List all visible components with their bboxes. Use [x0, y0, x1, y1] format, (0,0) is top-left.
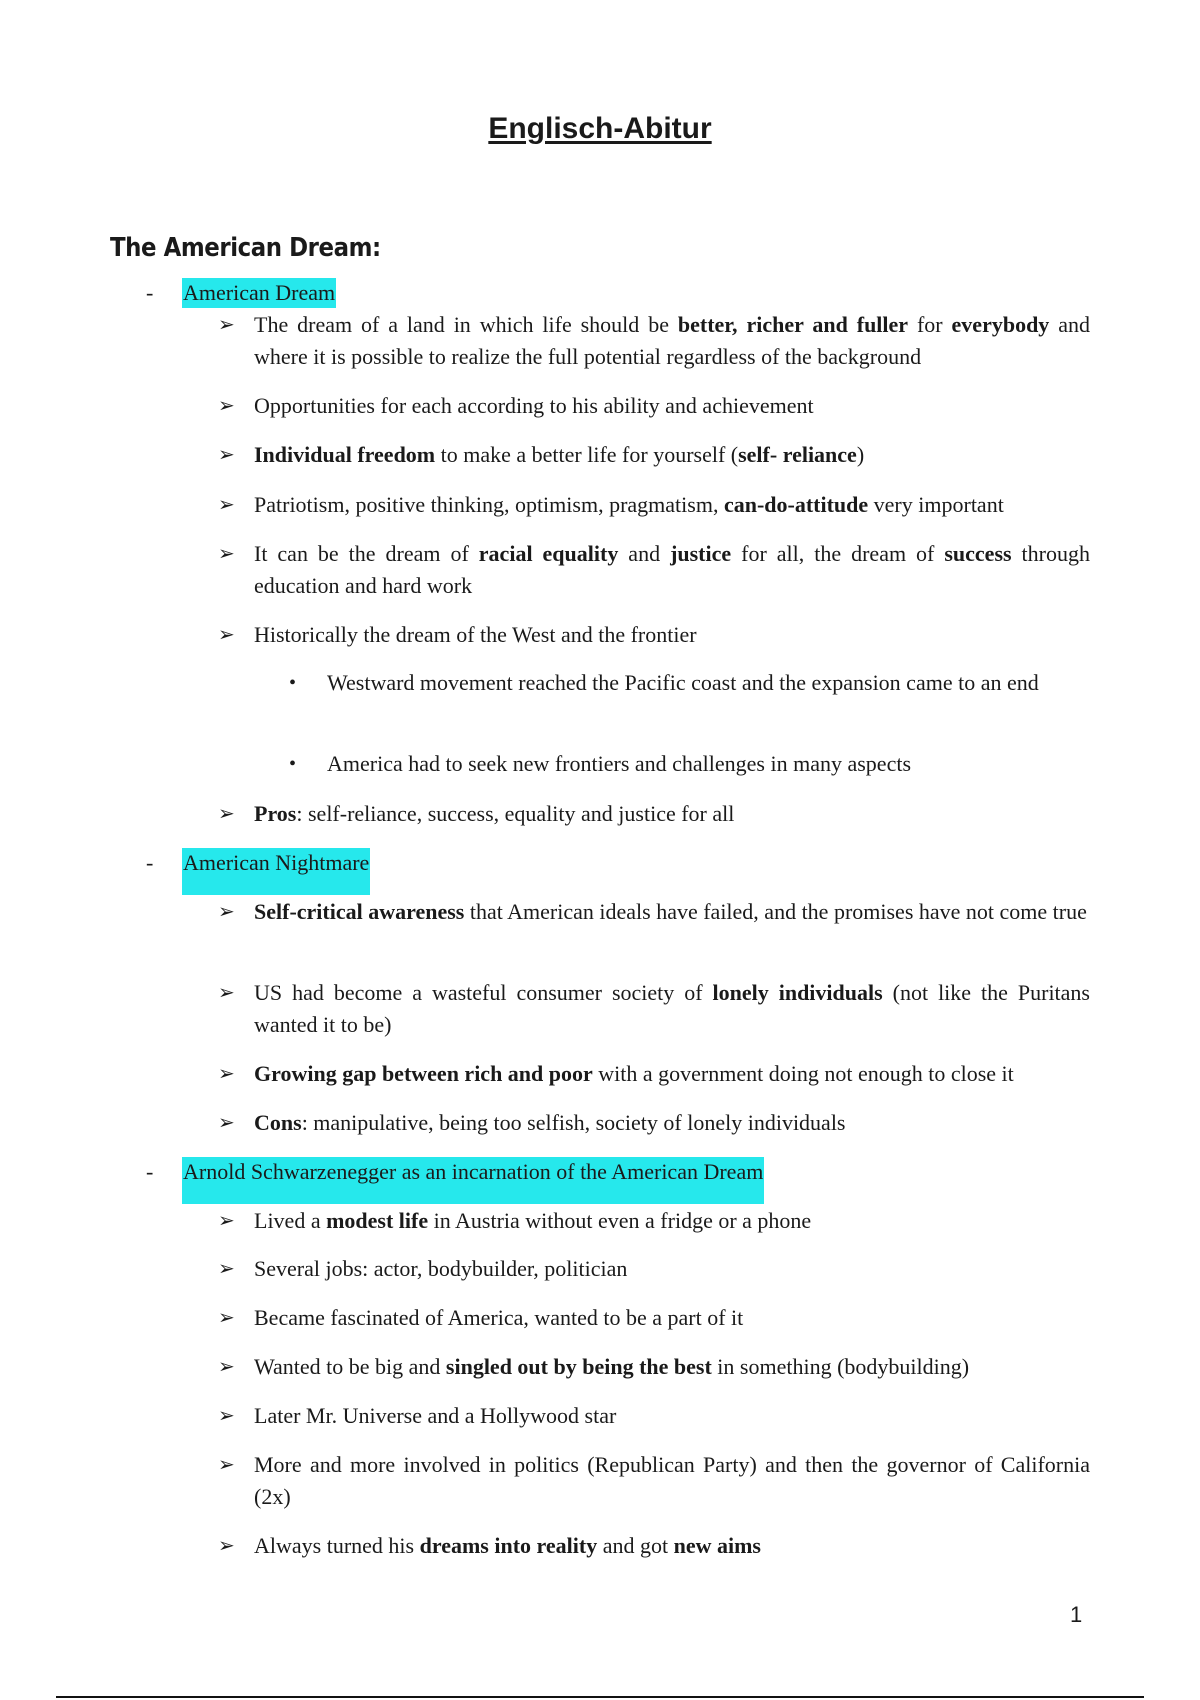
bullet-icon: • — [289, 753, 297, 775]
arrow-bullet-icon: ➢ — [218, 543, 235, 565]
arrow-bullet-icon: ➢ — [218, 1405, 235, 1427]
arrow-bullet-icon: ➢ — [218, 1210, 235, 1232]
list-item: Individual freedom to make a better life for yourself (self- reliance) — [254, 442, 865, 467]
bullet-icon: • — [289, 672, 297, 694]
arrow-bullet-icon: ➢ — [218, 1454, 235, 1476]
list-item: The dream of a land in which life should be better, richer and fuller for everybody and where it is possible to realize the full potential regardless of the background — [254, 312, 1090, 369]
sub-list-item: Westward movement reached the Pacific coast and the expansion came to an end — [327, 670, 1039, 695]
document-title: Englisch-Abitur — [488, 112, 712, 145]
arrow-bullet-icon: ➢ — [218, 624, 235, 646]
list-item: Several jobs: actor, bodybuilder, politician — [254, 1256, 628, 1281]
topic-arnold-schwarzenegger: Arnold Schwarzenegger as an incarnation of the American Dream — [182, 1157, 764, 1204]
arrow-bullet-icon: ➢ — [218, 1112, 235, 1134]
arrow-bullet-icon: ➢ — [218, 494, 235, 516]
list-item: Cons: manipulative, being too selfish, society of lonely individuals — [254, 1110, 846, 1135]
arrow-bullet-icon: ➢ — [218, 1063, 235, 1085]
list-item: Always turned his dreams into reality and got new aims — [254, 1533, 761, 1558]
arrow-bullet-icon: ➢ — [218, 1258, 235, 1280]
list-item: It can be the dream of racial equality and justice for all, the dream of success through education and hard work — [254, 541, 1090, 598]
sub-list-item: America had to seek new frontiers and challenges in many aspects — [327, 751, 912, 776]
list-item: Self-critical awareness that American ideals have failed, and the promises have not come true — [254, 899, 1087, 924]
list-item: Historically the dream of the West and the frontier — [254, 622, 697, 647]
list-item: Patriotism, positive thinking, optimism, pragmatism, can-do-attitude very important — [254, 492, 1004, 517]
list-item: Growing gap between rich and poor with a government doing not enough to close it — [254, 1061, 1014, 1086]
list-dash: - — [146, 850, 154, 875]
topic-american-dream: American Dream — [182, 278, 336, 308]
list-dash: - — [146, 280, 154, 305]
list-item: More and more involved in politics (Republican Party) and then the governor of California (2x) — [254, 1452, 1090, 1509]
arrow-bullet-icon: ➢ — [218, 444, 235, 466]
arrow-bullet-icon: ➢ — [218, 1535, 235, 1557]
list-dash: - — [146, 1159, 154, 1184]
arrow-bullet-icon: ➢ — [218, 314, 235, 336]
list-item: US had become a wasteful consumer society of lonely individuals (not like the Puritans wanted it to be) — [254, 980, 1090, 1037]
arrow-bullet-icon: ➢ — [218, 1307, 235, 1329]
arrow-bullet-icon: ➢ — [218, 1356, 235, 1378]
list-item: Later Mr. Universe and a Hollywood star — [254, 1403, 617, 1428]
list-item: Wanted to be big and singled out by being the best in something (bodybuilding) — [254, 1354, 970, 1379]
list-item: Lived a modest life in Austria without even a fridge or a phone — [254, 1208, 812, 1233]
list-item: Opportunities for each according to his ability and achievement — [254, 393, 814, 418]
page-number: 1 — [1070, 1602, 1083, 1627]
arrow-bullet-icon: ➢ — [218, 395, 235, 417]
arrow-bullet-icon: ➢ — [218, 982, 235, 1004]
list-item: Became fascinated of America, wanted to be a part of it — [254, 1305, 744, 1330]
section-heading: The American Dream: — [110, 233, 381, 263]
footer-divider — [56, 1696, 1144, 1698]
list-item: Pros: self-reliance, success, equality and justice for all — [254, 801, 735, 826]
topic-american-nightmare: American Nightmare — [182, 848, 370, 895]
arrow-bullet-icon: ➢ — [218, 901, 235, 923]
arrow-bullet-icon: ➢ — [218, 803, 235, 825]
